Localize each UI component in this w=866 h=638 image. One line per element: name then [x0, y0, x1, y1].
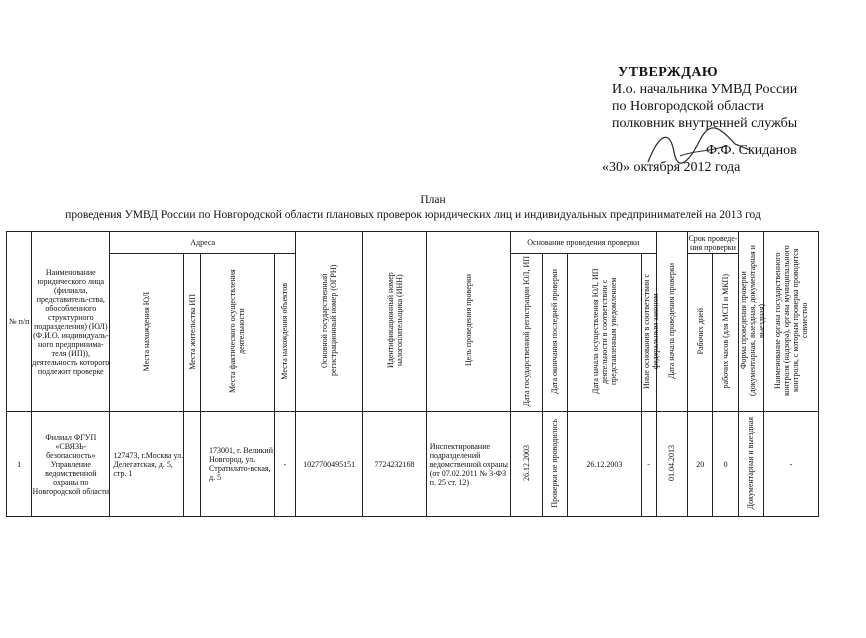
- cell-number: 1: [7, 412, 32, 517]
- cell-organ: -: [764, 412, 819, 517]
- inspection-plan-table: [6, 231, 819, 517]
- cell-days: 20: [688, 412, 713, 517]
- approval-line-1: И.о. начальника УМВД России: [612, 82, 798, 97]
- header-addr-obj-cell: [274, 254, 295, 412]
- cell-hours: 0: [713, 412, 738, 517]
- header-term-days: Рабочих дней: [695, 308, 705, 355]
- cell-addr-fact: 173001, г. Великий Новгород, ул. Стратилато-вская, д. 5: [201, 412, 275, 517]
- header-addr-obj: Места нахождения объектов: [280, 283, 290, 380]
- cell-entity-name: Филиал ФГУП «СВЯЗЬ-безопасность» Управление ведомственной охраны по Новгородской области: [32, 412, 110, 517]
- header-ogrn: Основной государственный регистрационный номер (ОГРН): [320, 264, 339, 377]
- approval-signer: Ф.Ф. Скиданов: [706, 143, 797, 158]
- header-basis: Основание проведения проверки: [511, 232, 656, 254]
- header-basis-start: Дата начала осуществления ЮЛ, ИП деятельности в соответствии с представленным уведомлением: [590, 268, 618, 395]
- cell-addr-ul: 127473, г.Москва ул. Делегатская, д. 5, стр. 1: [110, 412, 184, 517]
- header-start-date-cell: [656, 232, 688, 412]
- header-start-date: Дата начала проведения проверки: [667, 262, 677, 379]
- header-addr-ip-cell: [184, 254, 201, 412]
- header-addresses: Адреса: [110, 232, 296, 254]
- header-term-hours-cell: [713, 254, 738, 412]
- approval-date: «30» октября 2012 года: [602, 160, 741, 175]
- header-form-cell: [738, 232, 766, 412]
- document-title: План: [420, 194, 446, 206]
- cell-form-cell: [738, 412, 763, 517]
- cell-start-activity: 26.12.2003: [567, 412, 641, 517]
- cell-addr-ip: [184, 412, 201, 517]
- header-addr-fact: Места фактического осуществления деятельности: [228, 269, 247, 394]
- header-number: № п/п: [7, 232, 32, 412]
- cell-start-date-cell: [656, 412, 688, 517]
- cell-reg-date-cell: [511, 412, 543, 517]
- header-basis-reg-cell: [511, 254, 543, 412]
- header-purpose: Цель проведения проверки: [463, 274, 473, 367]
- header-ogrn-cell: [295, 232, 362, 412]
- header-inn: Идентификационный номер налогоплательщика (ИНН): [385, 272, 404, 369]
- cell-last-check-cell: [542, 412, 567, 517]
- cell-purpose: Инспектирование подразделений ведомственной охраны (от 07.02.2011 № 3-ФЗ п. 25 ст. 12): [426, 412, 510, 517]
- header-addr-ul: Места нахождения ЮЛ: [142, 291, 152, 372]
- cell-start-date: 01.04.2013: [667, 445, 677, 481]
- header-inn-cell: [363, 232, 426, 412]
- header-basis-other: Иные основания в соответствии с федеральным законом: [641, 274, 660, 390]
- document-subtitle: проведения УМВД России по Новгородской области плановых проверок юридических лиц и индивидуальных предпринимателей на 2013 год: [65, 209, 761, 221]
- header-term: Срок проведе-ния проверки: [688, 233, 738, 252]
- approval-line-3: полковник внутренней службы: [612, 116, 798, 131]
- header-basis-last: Дата окончания последней проверки: [550, 269, 560, 394]
- approval-line-2: по Новгородской области: [612, 99, 764, 114]
- header-form: Форма проведения проверки (документарная, выездная, документарная и выездная): [738, 245, 766, 396]
- header-basis-reg: Дата государственной регистрации ЮЛ, ИП: [521, 256, 531, 407]
- header-organ: Наименование органа государственного контроля (надзора), органа муниципального контроля, с которым проверка проводится совместно: [773, 245, 810, 396]
- header-addr-ip: Места жительства ИП: [187, 293, 197, 370]
- header-entity-name: Наименование юридического лица (филиала, представитель-ства, обособленного структурного подразделения) (ЮЛ) (Ф.И.О. индивидуаль-ного предпринима-теля (ИП)), деятельность которого подлежит проверке: [32, 232, 110, 412]
- header-addr-fact-cell: [201, 254, 275, 412]
- header-basis-start-cell: [567, 254, 641, 412]
- cell-last-check: Проверки не проводились: [550, 418, 560, 508]
- header-basis-last-cell: [542, 254, 567, 412]
- table-row: [7, 412, 819, 517]
- header-term-days-cell: [688, 254, 713, 412]
- cell-ogrn: 1027700495151: [295, 412, 362, 517]
- header-addr-ul-cell: [110, 254, 184, 412]
- cell-form: Документарная и выездная: [746, 416, 756, 510]
- cell-other: -: [641, 412, 656, 517]
- cell-reg-date: 26.12.2003: [521, 445, 531, 481]
- header-purpose-cell: [426, 232, 510, 412]
- header-organ-cell: [764, 232, 819, 412]
- approval-heading: УТВЕРЖДАЮ: [618, 65, 719, 80]
- handwritten-signature: [640, 122, 760, 172]
- header-basis-other-cell: [641, 254, 660, 412]
- cell-inn: 7724232168: [363, 412, 426, 517]
- cell-addr-obj: -: [274, 412, 295, 517]
- header-term-hours: рабочих часов (для МСП и МКП): [721, 274, 731, 389]
